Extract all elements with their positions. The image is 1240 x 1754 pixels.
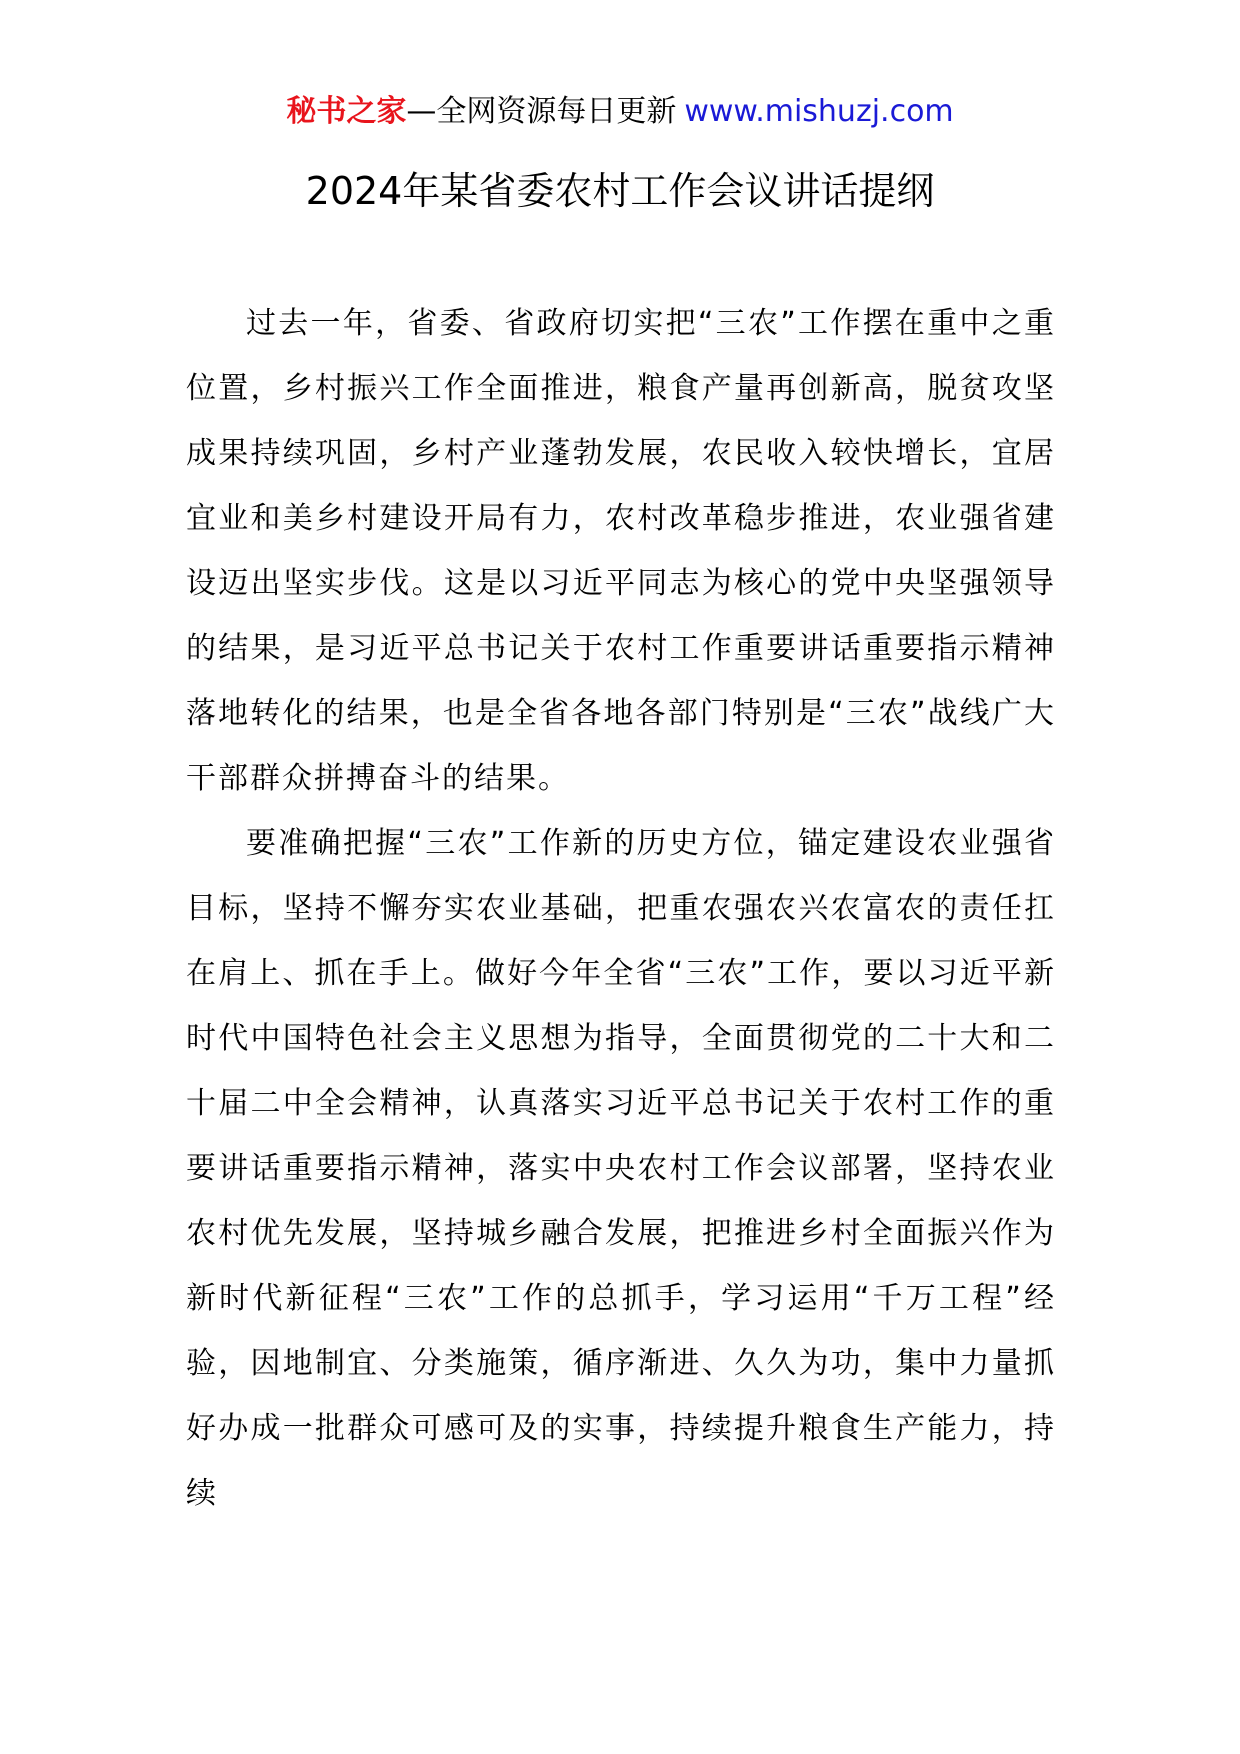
site-header — [0, 92, 1240, 132]
document-body — [186, 291, 1056, 1526]
brand-name: 秘书之家 — [286, 94, 407, 129]
header-slogan: —全网资源每日更新 — [406, 94, 677, 129]
paragraph-2: 要准确把握“三农”工作新的历史方位，锚定建设农业强省目标，坚持不懈夯实农业基础，把重农强农兴农富农的责任扛在肩上、抓在手上。做好今年全省“三农”工作，要以习近平新时代中国特色社会主义思想为指导，全面贯彻党的二十大和二十届二中全会精神，认真落实习近平总书记关于农村工作的重要讲话重要指示精神，落实中央农村工作会议部署，坚持农业农村优先发展，坚持城乡融合发展，把推进乡村全面振兴作为新时代新征程“三农”工作的总抓手，学习运用“千万工程”经验，因地制宜、分类施策，循序渐进、久久为功，集中力量抓好办成一批群众可感可及的实事，持续提升粮食生产能力，持续 — [186, 826, 1056, 1511]
site-url-link[interactable]: www.mishuzj.com — [684, 94, 954, 129]
paragraph-1: 过去一年，省委、省政府切实把“三农”工作摆在重中之重位置，乡村振兴工作全面推进，粮食产量再创新高，脱贫攻坚成果持续巩固，乡村产业蓬勃发展，农民收入较快增长，宜居宜业和美乡村建设开局有力，农村改革稳步推进，农业强省建设迈出坚实步伐。这是以习近平同志为核心的党中央坚强领导的结果，是习近平总书记关于农村工作重要讲话重要指示精神落地转化的结果，也是全省各地各部门特别是“三农”战线广大干部群众拼搏奋斗的结果。 — [186, 306, 1056, 796]
document-title: 2024年某省委农村工作会议讲话提纲 — [305, 169, 935, 213]
